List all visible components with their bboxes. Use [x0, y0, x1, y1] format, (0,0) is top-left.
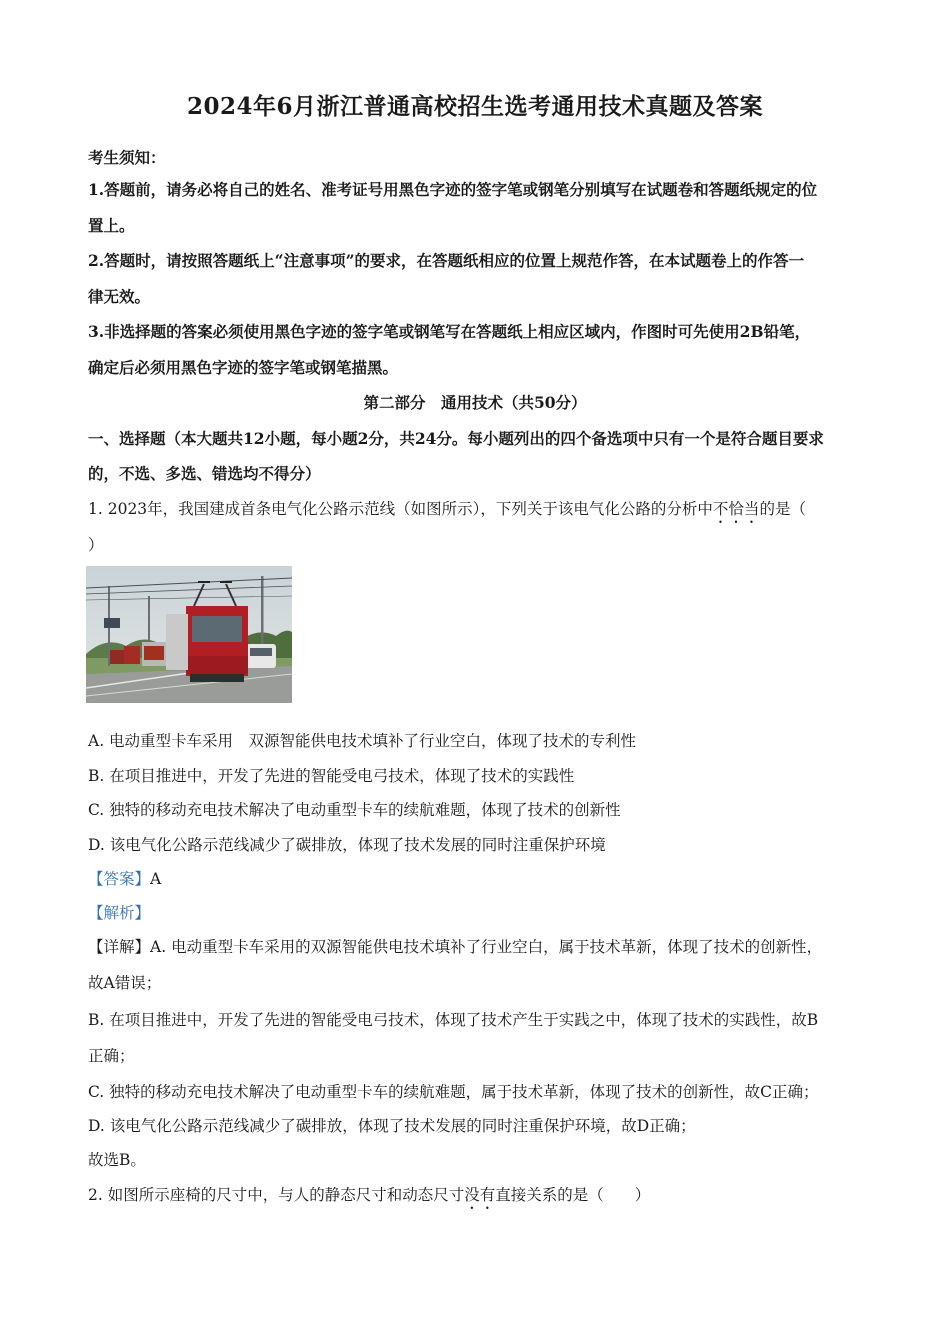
analysis-label: 【解析】 — [88, 904, 151, 922]
emphasis-text: 不恰当 — [712, 500, 760, 518]
part1-heading: 的，不选、多选、错选均不得分） — [88, 464, 321, 483]
notice-line: 2.答题时，请按照答题纸上“注意事项”的要求，在答题纸相应的位置上规范作答，在本试题卷上的作答一 — [88, 251, 805, 270]
part1-heading: 一、选择题（本大题共12小题，每小题2分，共24分。每小题列出的四个备选项中只有一个是符合题目要求 — [88, 429, 824, 448]
question-1-stem — [88, 497, 806, 527]
option-b: B. 在项目推进中，开发了先进的智能受电弓技术，体现了技术的实践性 — [88, 767, 575, 785]
detail-line: 故选B。 — [88, 1151, 146, 1169]
question-2-stem — [88, 1183, 650, 1213]
detail-line: 正确； — [88, 1047, 135, 1065]
answer-label: 【答案】 — [88, 870, 151, 888]
notice-line: 3.非选择题的答案必须使用黑色字迹的签字笔或钢笔写在答题纸上相应区域内，作图时可先使用2B铅笔， — [88, 322, 811, 341]
detail-line: B. 在项目推进中，开发了先进的智能受电弓技术，体现了技术产生于实践之中，体现了技术的实践性，故B — [88, 1011, 819, 1029]
stem-text: 的是（ — [759, 500, 806, 518]
stem-text: 直接关系的是（ ） — [495, 1186, 651, 1204]
notice-line: 确定后必须用黑色字迹的签字笔或钢笔描黑。 — [88, 358, 399, 377]
stem-text: 1. 2023年，我国建成首条电气化公路示范线（如图所示），下列关于该电气化公路的分析中 — [88, 500, 713, 518]
electrified-highway-photo — [86, 566, 292, 703]
page-title: 2024年6月浙江普通高校招生选考通用技术真题及答案 — [186, 93, 764, 120]
option-c: C. 独特的移动充电技术解决了电动重型卡车的续航难题，体现了技术的创新性 — [88, 801, 621, 819]
emphasis-text: 没有 — [464, 1186, 496, 1204]
option-a: A. 电动重型卡车采用 双源智能供电技术填补了行业空白，体现了技术的专利性 — [88, 732, 637, 750]
detail-text: A. 电动重型卡车采用的双源智能供电技术填补了行业空白，属于技术革新，体现了技术的创新性， — [150, 938, 823, 956]
detail-label: 【详解】 — [88, 938, 151, 956]
answer-value: A — [150, 870, 162, 888]
option-d: D. 该电气化公路示范线减少了碳排放，体现了技术发展的同时注重保护环境 — [88, 836, 606, 854]
detail-line: D. 该电气化公路示范线减少了碳排放，体现了技术发展的同时注重保护环境，故D正确； — [88, 1117, 696, 1135]
stem-text: 2. 如图所示座椅的尺寸中，与人的静态尺寸和动态尺寸 — [88, 1186, 465, 1204]
detail-line: 故A错误； — [88, 974, 162, 992]
question-1-stem-end: ） — [88, 536, 104, 554]
notice-line: 律无效。 — [88, 287, 151, 306]
notice-line: 置上。 — [88, 216, 135, 235]
detail-line — [88, 935, 822, 957]
detail-line: C. 独特的移动充电技术解决了电动重型卡车的续航难题，属于技术革新，体现了技术的创新性，故C正确； — [88, 1083, 819, 1101]
section-title: 第二部分 通用技术（共50分） — [363, 393, 587, 412]
answer-line — [88, 867, 161, 889]
notice-heading: 考生须知： — [88, 148, 166, 167]
notice-line: 1.答题前，请务必将自己的姓名、准考证号用黑色字迹的签字笔或钢笔分别填写在试题卷和答题纸规定的位 — [88, 180, 818, 199]
